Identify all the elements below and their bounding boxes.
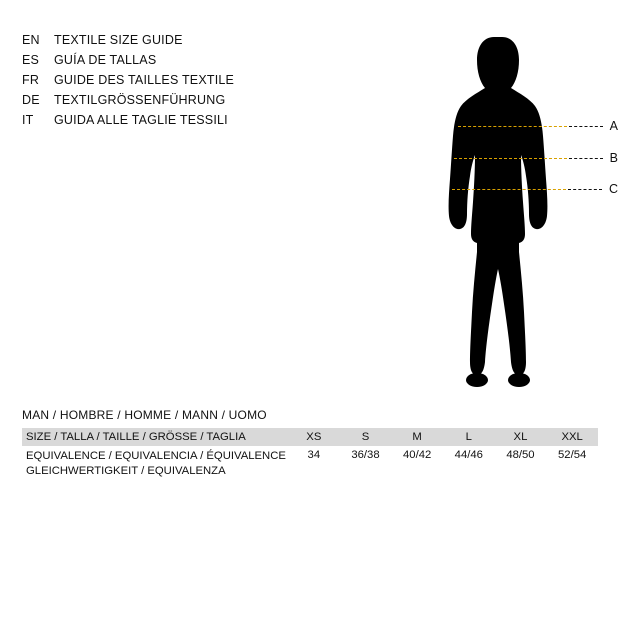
- measure-pointer-a: [569, 126, 603, 127]
- cell-xxl: 52/54: [546, 446, 598, 483]
- language-title-en: TEXTILE SIZE GUIDE: [54, 33, 183, 47]
- header-col-s: S: [361, 431, 370, 443]
- measure-pointer-c: [568, 189, 602, 190]
- table-row: [22, 446, 598, 483]
- size-table-area: [22, 408, 598, 483]
- header-col-xl: XL: [513, 431, 528, 443]
- language-code-de: DE: [22, 93, 40, 107]
- measure-label-a: A: [609, 118, 618, 133]
- size-table-head: [22, 428, 598, 446]
- header-col-xxl: XXL: [561, 431, 583, 443]
- cell-m: 40/42: [391, 446, 443, 483]
- header-size-label: SIZE / TALLA / TAILLE / GRÖSSE / TAGLIA: [26, 431, 246, 443]
- measure-line-c: [452, 183, 618, 195]
- size-table: [22, 428, 598, 483]
- language-title-es: GUÍA DE TALLAS: [54, 53, 157, 67]
- header-col-m: M: [412, 431, 422, 443]
- language-title-block: [22, 30, 352, 130]
- header-col-xs: XS: [306, 431, 322, 443]
- header-col-l: L: [465, 431, 472, 443]
- measure-dash-b: [454, 158, 567, 159]
- cell-l: 44/46: [443, 446, 495, 483]
- measure-dash-c: [452, 189, 566, 190]
- measure-label-c: C: [608, 181, 618, 196]
- language-code-en: EN: [22, 33, 40, 47]
- language-row-es: [22, 50, 352, 70]
- measure-pointer-b: [569, 158, 603, 159]
- cell-xs: 34: [288, 446, 340, 483]
- measure-line-a: [458, 120, 618, 132]
- language-code-es: ES: [22, 53, 40, 67]
- cell-xl: 48/50: [495, 446, 547, 483]
- row-label-line1: EQUIVALENCE / EQUIVALENCIA / ÉQUIVALENCE: [26, 450, 286, 462]
- language-row-it: [22, 110, 352, 130]
- language-code-fr: FR: [22, 73, 40, 87]
- table-header-row: [22, 428, 598, 446]
- row-label-line2: GLEICHWERTIGKEIT / EQUIVALENZA: [26, 465, 226, 478]
- measure-line-b: [454, 152, 618, 164]
- language-title-fr: GUIDE DES TAILLES TEXTILE: [54, 73, 235, 87]
- measure-label-b: B: [609, 150, 618, 165]
- language-code-it: IT: [22, 113, 34, 127]
- measure-dash-a: [458, 126, 567, 127]
- language-row-fr: [22, 70, 352, 90]
- size-table-body: [22, 446, 598, 483]
- language-row-de: [22, 90, 352, 110]
- language-title-it: GUIDA ALLE TAGLIE TESSILI: [54, 113, 228, 127]
- body-figure-area: [420, 20, 618, 390]
- gender-label: MAN / HOMBRE / HOMME / MANN / UOMO: [22, 408, 267, 422]
- language-row-en: [22, 30, 352, 50]
- cell-s: 36/38: [340, 446, 392, 483]
- male-silhouette-icon: [420, 20, 600, 390]
- language-title-de: TEXTILGRÖSSENFÜHRUNG: [54, 93, 226, 107]
- row-label-equivalence: [22, 446, 288, 483]
